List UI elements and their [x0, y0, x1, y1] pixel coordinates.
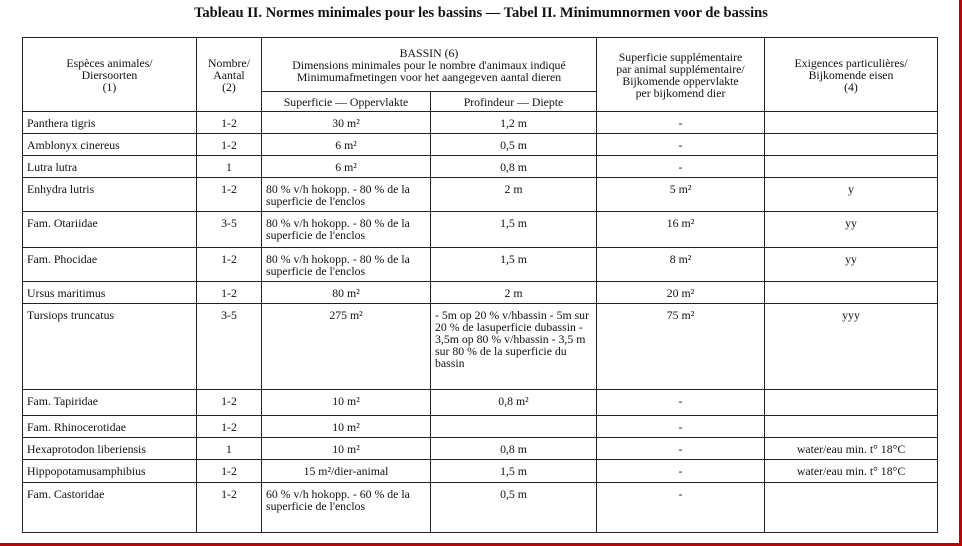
cell-requirements: [765, 112, 938, 134]
cell-number: 1-2: [197, 134, 262, 156]
cell-species: Hexaprotodon liberiensis: [23, 438, 197, 460]
cell-depth: 1,2 m: [431, 112, 597, 134]
header-species: Espèces animales/ Diersoorten (1): [23, 38, 197, 112]
header-extra-surface: Superficie supplémentaire par animal supplémentaire/ Bijkomende oppervlakte per bijkomend dier: [597, 38, 765, 112]
cell-species: Fam. Phocidae: [23, 248, 197, 282]
cell-number: 1: [197, 438, 262, 460]
cell-number: 1-2: [197, 390, 262, 416]
cell-surface: 30 m²: [262, 112, 431, 134]
cell-number: 1-2: [197, 112, 262, 134]
cell-surface: 80 m²: [262, 282, 431, 304]
cell-depth: - 5m op 20 % v/hbassin - 5m sur 20 % de lasuperficie dubassin - 3,5m op 80 % v/hbassin - 3,5 m sur 80 % de la superficie du bassin: [431, 304, 597, 390]
norms-table: [22, 37, 938, 533]
cell-species: Lutra lutra: [23, 156, 197, 178]
table-row: [23, 416, 938, 438]
table-row: [23, 156, 938, 178]
cell-extra-surface: -: [597, 112, 765, 134]
cell-number: 3-5: [197, 304, 262, 390]
table-row: [23, 390, 938, 416]
header-basin: BASSIN (6) Dimensions minimales pour le nombre d'animaux indiqué Minimumafmetingen voor het aangegeven aantal dieren: [262, 38, 597, 92]
cell-species: Enhydra lutris: [23, 178, 197, 212]
cell-number: 1: [197, 156, 262, 178]
cell-depth: 0,8 m: [431, 156, 597, 178]
cell-extra-surface: 16 m²: [597, 212, 765, 248]
cell-surface: 10 m²: [262, 390, 431, 416]
cell-surface: 80 % v/h hokopp. - 80 % de la superficie de l'enclos: [262, 212, 431, 248]
cell-depth: 1,5 m: [431, 460, 597, 483]
table-row: [23, 112, 938, 134]
cell-surface: 6 m²: [262, 134, 431, 156]
table-row: [23, 460, 938, 483]
cell-extra-surface: -: [597, 438, 765, 460]
cell-number: 1-2: [197, 460, 262, 483]
cell-number: 1-2: [197, 416, 262, 438]
cell-extra-surface: 8 m²: [597, 248, 765, 282]
cell-surface: 10 m²: [262, 416, 431, 438]
table-row: [23, 248, 938, 282]
cell-species: Fam. Castoridae: [23, 483, 197, 533]
cell-depth: 0,8 m²: [431, 390, 597, 416]
cell-surface: 80 % v/h hokopp. - 80 % de la superficie de l'enclos: [262, 248, 431, 282]
header-depth: Profindeur — Diepte: [431, 92, 597, 112]
cell-number: 1-2: [197, 483, 262, 533]
cell-extra-surface: -: [597, 483, 765, 533]
table-row: [23, 178, 938, 212]
table-title: Tableau II. Normes minimales pour les bassins — Tabel II. Minimumnormen voor de bassins: [194, 5, 768, 21]
cell-requirements: yy: [765, 248, 938, 282]
cell-surface: 15 m²/dier-animal: [262, 460, 431, 483]
cell-requirements: [765, 134, 938, 156]
cell-requirements: [765, 156, 938, 178]
cell-extra-surface: -: [597, 416, 765, 438]
cell-requirements: [765, 416, 938, 438]
cell-species: Tursiops truncatus: [23, 304, 197, 390]
cell-species: Fam. Tapiridae: [23, 390, 197, 416]
cell-species: Amblonyx cinereus: [23, 134, 197, 156]
cell-depth: 1,5 m: [431, 212, 597, 248]
cell-depth: [431, 416, 597, 438]
table-row: [23, 134, 938, 156]
header-requirements: Exigences particulières/ Bijkomende eisen (4): [765, 38, 938, 112]
cell-depth: 0,8 m: [431, 438, 597, 460]
cell-requirements: yy: [765, 212, 938, 248]
cell-surface: 275 m²: [262, 304, 431, 390]
cell-extra-surface: 20 m²: [597, 282, 765, 304]
cell-surface: 80 % v/h hokopp. - 80 % de la superficie de l'enclos: [262, 178, 431, 212]
cell-depth: 0,5 m: [431, 134, 597, 156]
cell-depth: 2 m: [431, 178, 597, 212]
cell-extra-surface: -: [597, 390, 765, 416]
cell-species: Ursus maritimus: [23, 282, 197, 304]
cell-requirements: water/eau min. t° 18°C: [765, 438, 938, 460]
cell-extra-surface: 5 m²: [597, 178, 765, 212]
table-row: [23, 212, 938, 248]
cell-surface: 10 m²: [262, 438, 431, 460]
cell-surface: 60 % v/h hokopp. - 60 % de la superficie de l'enclos: [262, 483, 431, 533]
table-row: [23, 438, 938, 460]
cell-species: Fam. Rhinocerotidae: [23, 416, 197, 438]
cell-number: 3-5: [197, 212, 262, 248]
cell-extra-surface: -: [597, 134, 765, 156]
cell-number: 1-2: [197, 248, 262, 282]
cell-species: Fam. Otariidae: [23, 212, 197, 248]
cell-surface: 6 m²: [262, 156, 431, 178]
cell-requirements: water/eau min. t° 18°C: [765, 460, 938, 483]
header-number: Nombre/ Aantal (2): [197, 38, 262, 112]
cell-depth: 1,5 m: [431, 248, 597, 282]
cell-requirements: [765, 390, 938, 416]
cell-requirements: y: [765, 178, 938, 212]
cell-depth: 2 m: [431, 282, 597, 304]
cell-number: 1-2: [197, 178, 262, 212]
cell-depth: 0,5 m: [431, 483, 597, 533]
table-row: [23, 304, 938, 390]
table-row: [23, 483, 938, 533]
header-surface: Superficie — Oppervlakte: [262, 92, 431, 112]
cell-number: 1-2: [197, 282, 262, 304]
cell-species: Hippopotamusamphibius: [23, 460, 197, 483]
cell-requirements: [765, 483, 938, 533]
cell-extra-surface: -: [597, 156, 765, 178]
table-row: [23, 282, 938, 304]
header-row-1: [23, 38, 938, 92]
cell-extra-surface: -: [597, 460, 765, 483]
cell-requirements: yyy: [765, 304, 938, 390]
cell-species: Panthera tigris: [23, 112, 197, 134]
cell-requirements: [765, 282, 938, 304]
cell-extra-surface: 75 m²: [597, 304, 765, 390]
